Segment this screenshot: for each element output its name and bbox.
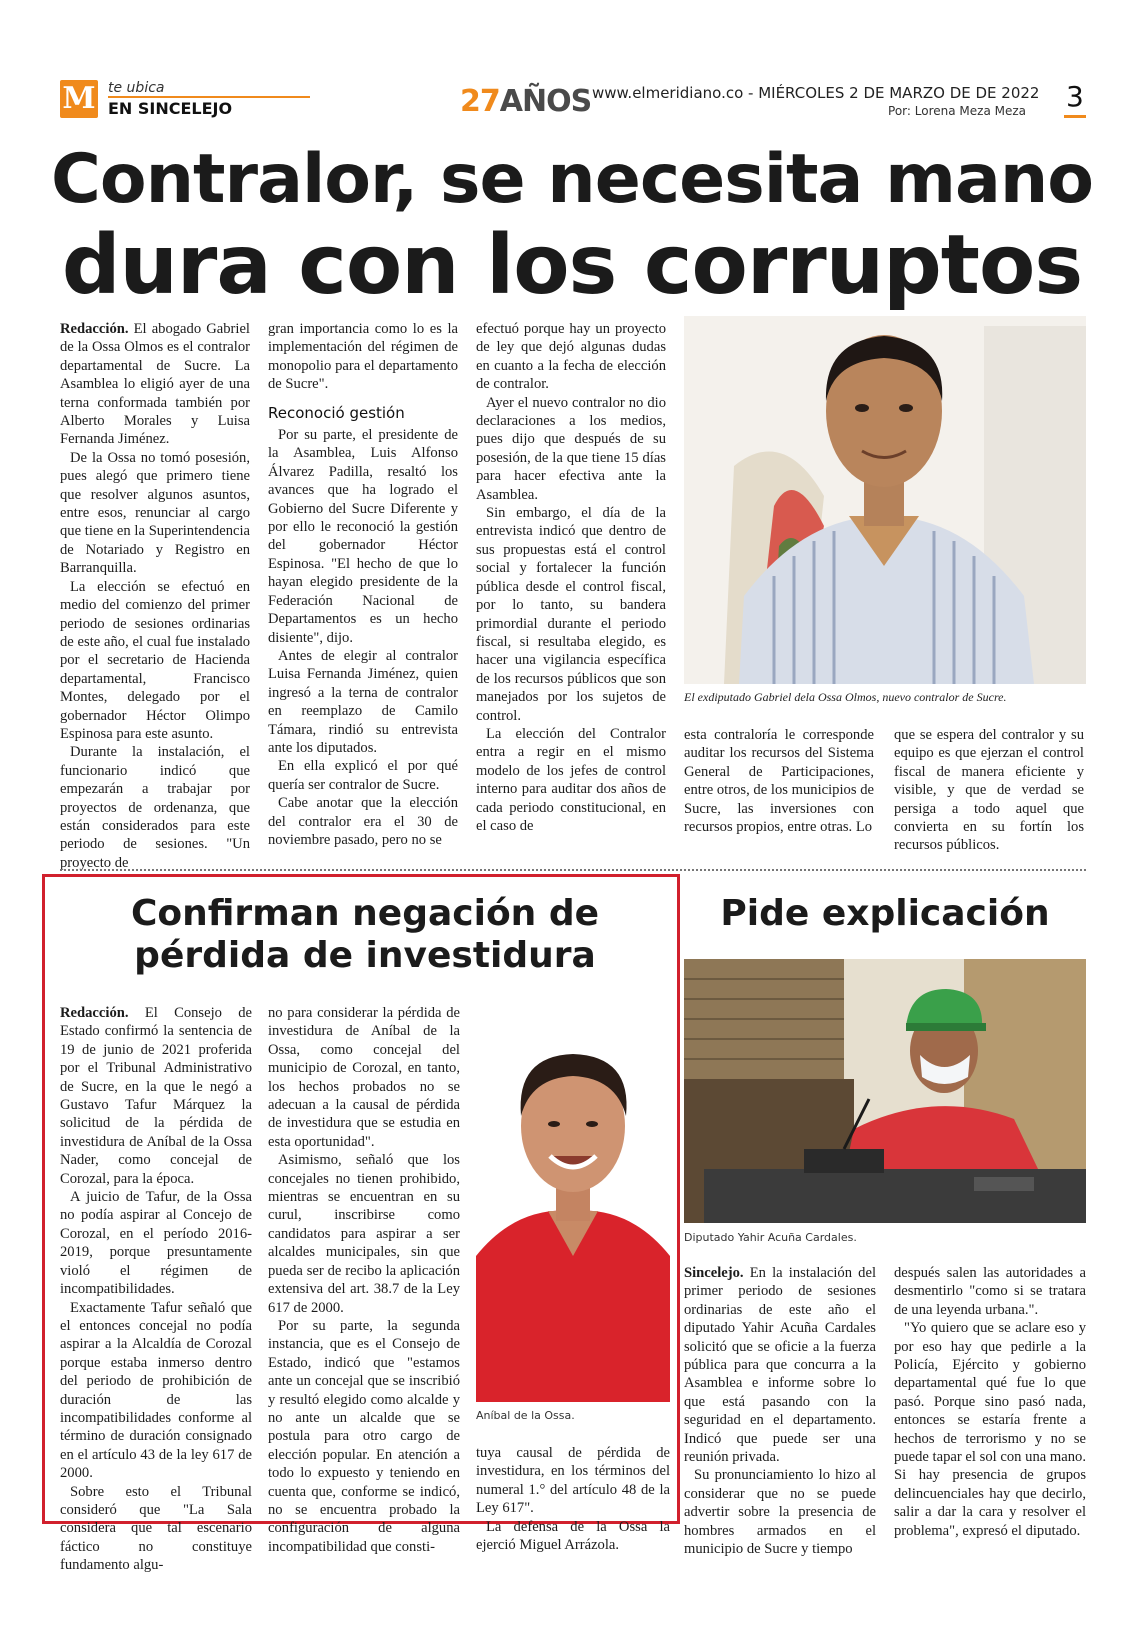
- paragraph: Su pronunciamiento lo hizo al considerar que no se puede advertir sobre la presencia de hombres armados en el municipio de Sucre y tiempo: [684, 1467, 876, 1558]
- paragraph: La elección se efectuó en medio del comienzo del primer periodo de sesiones ordinarias de este año, el cual fue instalado por el secretario de Hacienda departamental, Francisco Montes, delegado por el gobernador Héctor Olimpo Espinosa para este asunto.: [60, 578, 250, 742]
- paragraph: "Yo quiero que se aclare eso y por eso hay que pedirle a la Policía, Ejército y gobierno departamental qué fue lo que pasó. Porque sino pasó nada, entonces se estaría frente a hechos de terrorismo y no se puede tapar el sol con una mano. Si hay presencia de grupos delincuenciales hay que decirlo, salir a dar la cara y resolver el problema", expresó el diputado.: [894, 1320, 1086, 1539]
- paragraph: después salen las autoridades a desmentirlo "como si se tratara de una leyenda urbana.".: [894, 1265, 1086, 1318]
- paragraph: La defensa de la Ossa la ejerció Miguel Arrázola.: [476, 1518, 670, 1554]
- left-column-3: [476, 1444, 670, 1554]
- main-column-3: [476, 320, 666, 835]
- paragraph: La elección del Contralor entra a regir en el mismo modelo de los jefes de control interno para auditar dos años de cada periodo constitucional, en el caso de: [476, 725, 666, 834]
- dateline: Sincelejo.: [684, 1265, 744, 1281]
- paragraph: El Consejo de Estado confirmó la sentencia de 19 de junio de 2021 proferida por el Tribunal Administrativo de Sucre, en la que le negó a Gustavo Tafur Márquez la solicitud de la pérdida de investidura de Aníbal de la Ossa Nader, como concejal de Corozal, para la época.: [60, 1005, 252, 1187]
- anibal-photo: [476, 1006, 670, 1402]
- paragraph: En ella explicó el por qué quería ser contralor de Sucre.: [268, 758, 458, 793]
- paragraph: no para considerar la pérdida de investidura de Aníbal de la Ossa, como concejal del municipio de Corozal, en tanto, los hechos probados no se adecuan a la causal de pérdida de investidura que se estudia en esta oportunidad".: [268, 1005, 460, 1150]
- paragraph: tuya causal de pérdida de investidura, en los términos del numeral 1.° del artículo 48 de la Ley 617".: [476, 1445, 670, 1517]
- portrait-illustration: [476, 1006, 670, 1402]
- anniversary-word: AÑOS: [499, 84, 592, 119]
- main-column-4: [684, 726, 874, 836]
- main-headline-line1: Contralor, se necesita mano: [51, 140, 1093, 219]
- paragraph: Cabe anotar que la elección del contralor era el 30 de noviembre pasado, pero no se: [268, 795, 458, 848]
- paragraph: Exactamente Tafur señaló que el entonces concejal no podía aspirar a la Alcaldía de Corozal porque estaba inmerso dentro del periodo de prohibición de duración de las incompatibilidades conforme al término de duración consignado en el artículo 43 de la ley 617 de 2000.: [60, 1299, 252, 1482]
- meeting-illustration: [684, 959, 1086, 1223]
- page-number: 3: [1066, 80, 1084, 113]
- main-column-2: [268, 320, 458, 849]
- paragraph: gran importancia como lo es la implementación del régimen de monopolio para el departamento de Sucre".: [268, 321, 458, 393]
- right-column-1: [684, 1264, 876, 1559]
- right-column-2: [894, 1264, 1086, 1540]
- paragraph: El abogado Gabriel de la Ossa Olmos es el contralor departamental de Sucre. La Asamblea lo eligió ayer de una terna conformada también por Alberto Morales y Luisa Fernanda Jiménez.: [60, 321, 250, 448]
- portrait-illustration: [684, 316, 1086, 684]
- anniversary-logo: [460, 84, 591, 119]
- left-column-2: [268, 1004, 460, 1556]
- dateline: Redacción.: [60, 1005, 129, 1021]
- left-column-1: [60, 1004, 252, 1575]
- page-number-rule: [1064, 115, 1086, 118]
- left-headline-line1: Confirman negación de: [130, 893, 600, 934]
- paragraph: En la instalación del primer periodo de sesiones ordinarias de este año el diputado Yahir Acuña Cardales solicitó que se oficie a la fuerza pública para que concurra a la Asamblea e informe sobre lo que está pasando con la seguridad en el departamento. Indicó que puede ser una reunión privada.: [684, 1265, 876, 1466]
- site-and-date: www.elmeridiano.co - MIÉRCOLES 2 DE MARZO DE DE 2022: [592, 84, 1040, 102]
- newspaper-logo: M: [60, 80, 98, 118]
- left-headline-line2: pérdida de investidura: [134, 935, 596, 976]
- header-rule: [108, 96, 310, 98]
- section-name: EN SINCELEJO: [108, 99, 233, 118]
- header-tagline: te ubica: [108, 80, 165, 96]
- paragraph: Sin embargo, el día de la entrevista indicó que dentro de sus propuestas está el control social y fortalecer la función pública desde el control fiscal, por lo tanto, su bandera primordial durante el periodo fiscal, si resultaba elegido, es hacer una vigilancia específica de los recursos públicos que son manejados por los sujetos de control.: [476, 505, 666, 724]
- paragraph: Ayer el nuevo contralor no dio declaraciones a los medios, pues dijo que después de su posesión, de la que tiene 15 días para hacer efectiva ante la Asamblea.: [476, 394, 666, 503]
- left-article-headline: [60, 893, 670, 977]
- byline: Por: Lorena Meza Meza: [888, 104, 1026, 118]
- section-divider: [60, 869, 1086, 871]
- paragraph: De la Ossa no tomó posesión, pues alegó que primero tiene que resolver algunos asuntos, entre esos, renunciar al cargo que tiene en la Superintendencia de Notariado y Registro en Barranquilla.: [60, 449, 250, 577]
- subheading: Reconoció gestión: [268, 403, 405, 422]
- paragraph: A juicio de Tafur, de la Ossa no podía aspirar al Concejo de Corozal, en el período 2016-2019, porque presuntamente violó el régimen de incompatibilidades.: [60, 1189, 252, 1298]
- paragraph: Antes de elegir al contralor Luisa Fernanda Jiménez, quien ingresó a la terna de contralor en reemplazo de Camilo Támara, rindió su entrevista ante los diputados.: [268, 647, 458, 756]
- main-column-1: [60, 320, 250, 872]
- dateline: Redacción.: [60, 321, 129, 337]
- photo-caption: Diputado Yahir Acuña Cardales.: [684, 1231, 857, 1244]
- contralor-photo: [684, 316, 1086, 684]
- anniversary-number: 27: [460, 84, 500, 119]
- photo-caption: Aníbal de la Ossa.: [476, 1409, 575, 1422]
- paragraph: efectuó porque hay un proyecto de ley que dejó algunas dudas en cuanto a la fecha de elección de contralor.: [476, 321, 666, 393]
- paragraph: que se espera del contralor y su equipo es que ejerzan el control fiscal de manera eficiente y visible, y que de verdad se persiga a todo aquel que convierta en su fortín los recursos públicos.: [894, 727, 1084, 854]
- paragraph: Por su parte, la segunda instancia, que es el Consejo de Estado, indicó que "estamos ante un concejal que se inscribió y resultó elegido como alcalde y no ante un alcalde que se postula para otro cargo de elección popular. En atención a todo lo expuesto y teniendo en cuenta que, conforme se indicó, no se encuentra probado la configuración de alguna incompatibilidad que consti-: [268, 1317, 460, 1555]
- paragraph: Durante la instalación, el funcionario indicó que empezarán a trabajar por proyectos de ordenanza, que están considerados para este periodo de sesiones. "Un proyecto de: [60, 744, 250, 871]
- main-column-5: [894, 726, 1084, 855]
- paragraph: Sobre esto el Tribunal consideró que "La Sala considera que tal escenario fáctico no constituye fundamento algu-: [60, 1483, 252, 1574]
- paragraph: esta contraloría le corresponde auditar los recursos del Sistema General de Participaciones, entre otros, de los municipios de Sucre, las inversiones con recursos propios, entre otras. Lo: [684, 727, 874, 836]
- photo-caption: El exdiputado Gabriel dela Ossa Olmos, nuevo contralor de Sucre.: [684, 690, 1007, 704]
- main-headline-line2: dura con los corruptos: [61, 218, 1083, 313]
- paragraph: Por su parte, el presidente de la Asamblea, Luis Alfonso Álvarez Padilla, resaltó los avances que ha logrado el Gobierno del Sucre Diferente y por ello le reconoció la gestión del gobernador Héctor Espinosa. "El hecho de que lo hayan elegido presidente de la Federación Nacional de Departamentos es un hecho disiente", dijo.: [268, 427, 458, 646]
- acuna-photo: [684, 959, 1086, 1223]
- right-article-headline: Pide explicación: [720, 893, 1050, 934]
- paragraph: Asimismo, señaló que los concejales no tienen prohibido, mientras se encuentran en su curul, inscribirse como candidatos para aspirar a ser alcaldes municipales, sin que pueda ser de recibo la aplicación extensiva del art. 38.7 de la Ley 617 de 2000.: [268, 1152, 460, 1316]
